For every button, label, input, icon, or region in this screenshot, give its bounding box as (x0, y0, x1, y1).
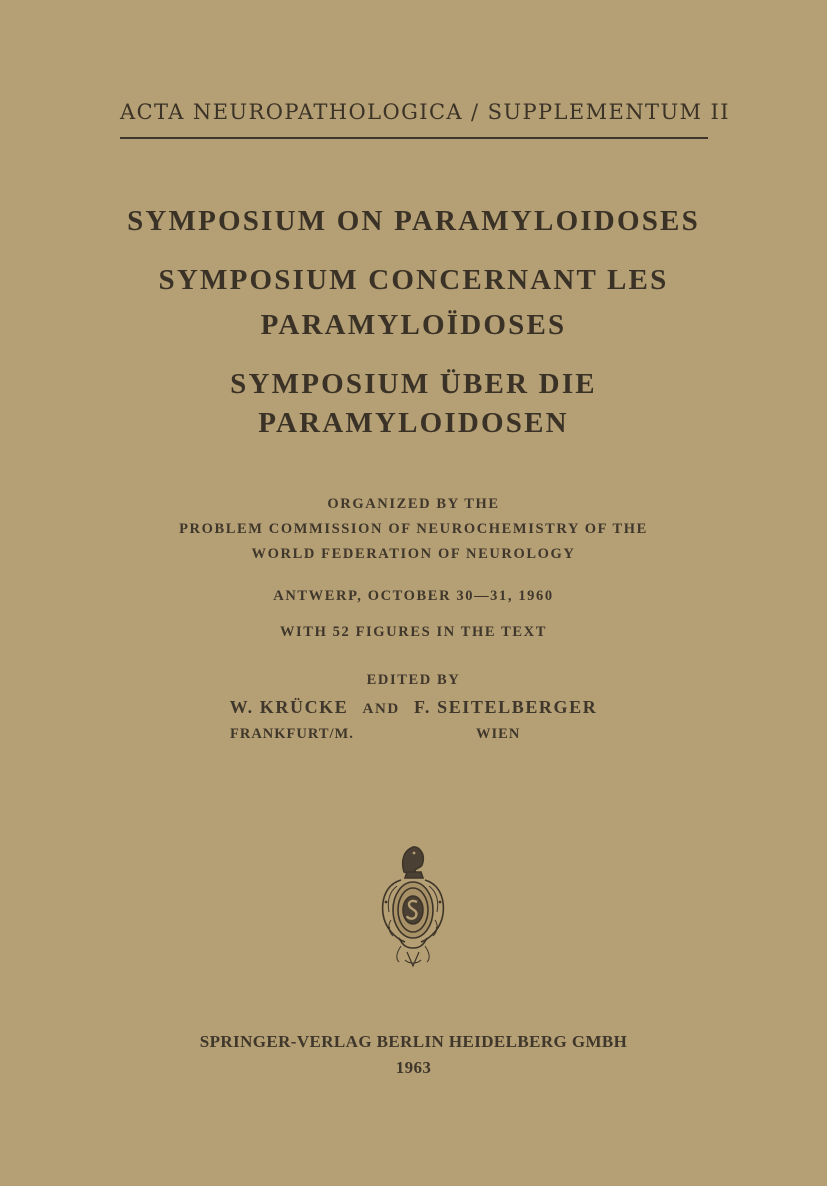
editor-seitelberger: F. SEITELBERGER (413, 697, 598, 717)
organized-by-line2: PROBLEM COMMISSION OF NEUROCHEMISTRY OF THE (179, 521, 648, 537)
organized-by-line1: ORGANIZED BY THE (327, 496, 500, 512)
series-rule (120, 137, 708, 139)
series-heading: ACTA NEUROPATHOLOGICA / SUPPLEMENTUM II (120, 100, 730, 124)
publisher-name: SPRINGER-VERLAG BERLIN HEIDELBERG GMBH (199, 1032, 628, 1051)
springer-chess-knight-emblem-icon (377, 842, 449, 970)
title-french-line2: PARAMYLOÏDOSES (260, 309, 567, 341)
editor2-city: WIEN (476, 726, 521, 742)
editor-krucke: W. KRÜCKE (229, 697, 349, 717)
edited-by-label: EDITED BY (366, 672, 461, 688)
organized-by-line3: WORLD FEDERATION OF NEUROLOGY (251, 546, 576, 562)
title-german-line2: PARAMYLOIDOSEN (258, 407, 569, 439)
title-french-line1: SYMPOSIUM CONCERNANT LES (158, 264, 669, 296)
editor1-city: FRANKFURT/M. (230, 726, 354, 742)
editors-line (0, 697, 827, 718)
title-german-line1: SYMPOSIUM ÜBER DIE (230, 368, 597, 400)
publication-year: 1963 (395, 1058, 432, 1077)
event-location-date: ANTWERP, OCTOBER 30—31, 1960 (273, 588, 554, 604)
figures-note: WITH 52 FIGURES IN THE TEXT (279, 624, 548, 640)
editors-conjunction: AND (362, 701, 400, 717)
title-english: SYMPOSIUM ON PARAMYLOIDOSES (127, 205, 700, 237)
